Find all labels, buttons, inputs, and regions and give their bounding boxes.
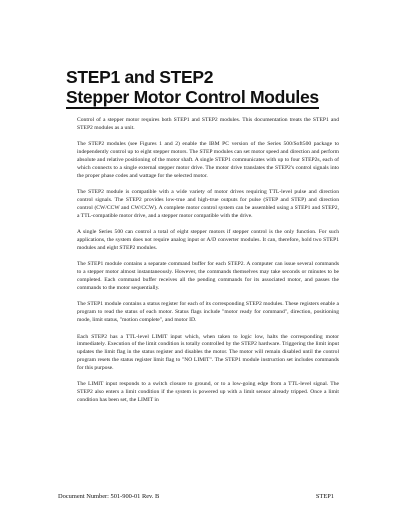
paragraph-overview: The STEP2 modules (see Figures 1 and 2) enable the IBM PC version of the Series 500/Soft500 package to independently control up to eight stepper motors. The STEP modules can set motor speed and direction and perform absolute and relative positioning of the motor shaft. A single STEP1 communicates with up to four STEP2s, each of which connects to a single external stepper motor drive. The motor drive translates the STEP2's control signals into the proper phase codes and wattage for the selected motor. [77, 141, 339, 179]
paragraph-compatibility: The STEP2 module is compatible with a wide variety of motor drives requiring TTL-level pulse and direction control signals. The STEP2 provides low-true and high-true outputs for pulse (STEP and STEP) and direction control (CW/CCW and CW/CCW). A complete motor control system can be assembled using a STEP1 and STEP2, a TTL-compatible motor drive, and a stepper motor compatible with the drive. [77, 189, 339, 219]
page-code: STEP1 [315, 493, 334, 500]
title-line-1: STEP1 and STEP2 [66, 67, 214, 87]
document-number: Document Number: 501-900-01 Rev. B [58, 493, 160, 500]
paragraph-limit-input: Each STEP2 has a TTL-level LIMIT input which, when taken to logic low, halts the corresponding motor immediately. Execution of the limit condition is totally controlled by the STEP2 hardware. Triggering the limit input updates the limit flag in the status register and disables the motor. The motor will remain disabled until the control program resets the status register limit flag to "NO LIMIT". The STEP1 module instruction set includes commands for this purpose. [77, 333, 339, 371]
paragraph-capacity: A single Series 500 can control a total of eight stepper motors if stepper control is the only function. For such applications, the system does not require analog input or A/D converter modules. It can, therefore, hold two STEP1 modules and eight STEP2 modules. [77, 229, 339, 251]
paragraph-status-register: The STEP1 module contains a status register for each of its corresponding STEP2 modules. These registers enable a program to read the status of each motor. Status flags include "motor ready for command", direction, positioning mode, limit status, "motion complete", and motor ID. [77, 301, 339, 323]
paragraph-limit-response: The LIMIT input responds to a switch closure to ground, or to a low-going edge from a TTL-level signal. The STEP2 also enters a limit condition if the system is powered up with a limit sensor already tripped. Once a limit condition has been set, the LIMIT in [77, 381, 339, 403]
title-line-2: Stepper Motor Control Modules [66, 87, 319, 107]
page-title [66, 67, 319, 109]
paragraph-command-buffer: The STEP1 module contains a separate command buffer for each STEP2. A computer can issue several commands to a stepper motor almost instantaneously. However, the commands themselves may take seconds or minutes to be completed. Each command buffer receives all the pending commands for its associated motor, and passes the commands to the motor sequentially. [77, 261, 339, 291]
paragraph-intro: Control of a stepper motor requires both STEP1 and STEP2 modules. This documentation treats the STEP1 and STEP2 modules as a unit. [77, 117, 339, 131]
body-text [77, 117, 339, 413]
